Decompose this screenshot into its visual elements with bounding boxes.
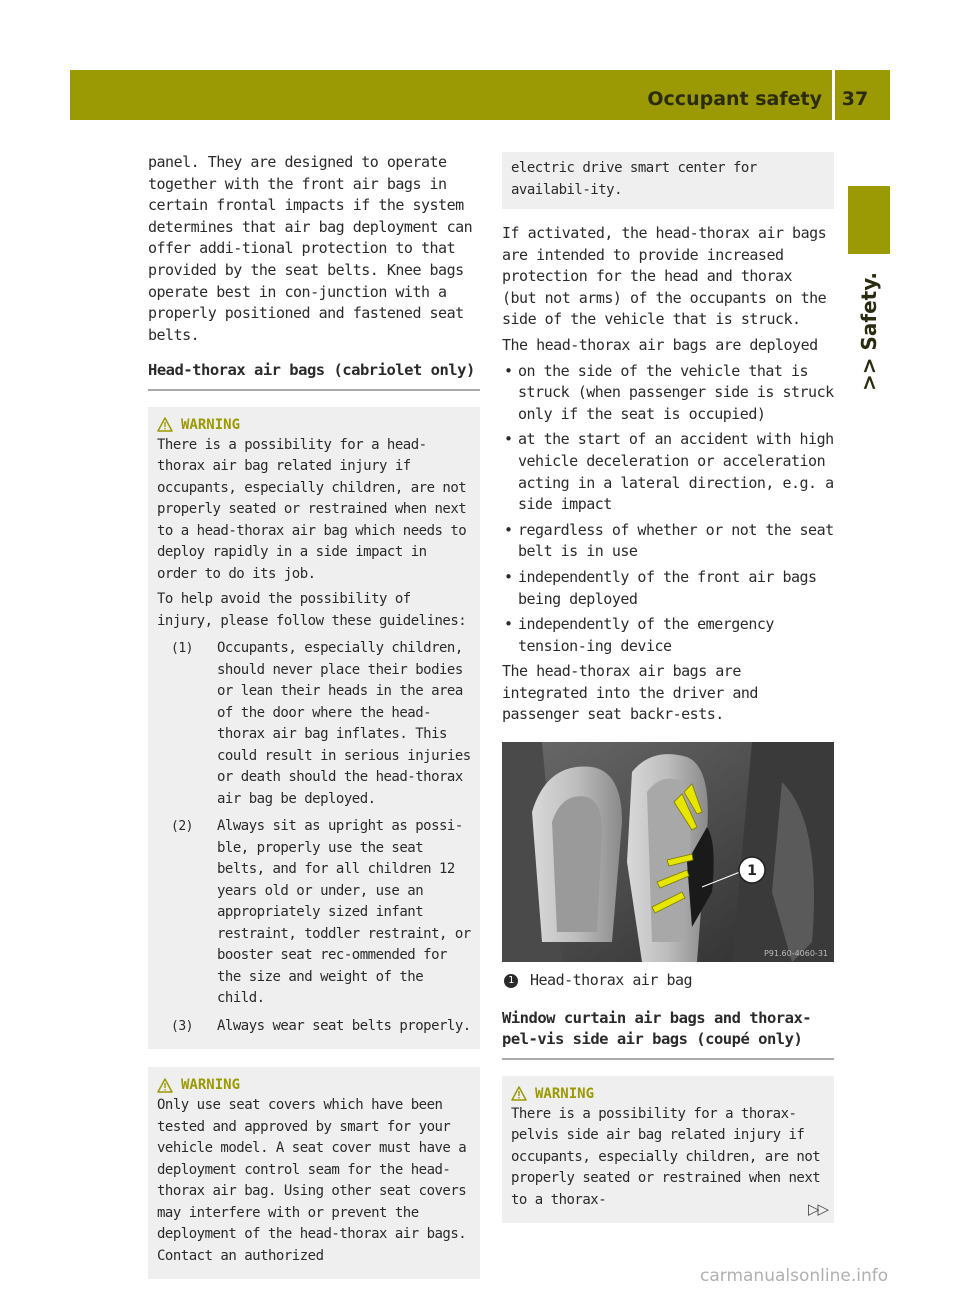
list-item: • independently of the emergency tension-ing device (502, 614, 834, 657)
section-heading-window-curtain: Window curtain air bags and thorax-pel-vis side air bags (coupé only) (502, 1008, 834, 1060)
warning-box-3 (502, 1076, 834, 1224)
warning-title: WARNING (181, 1077, 241, 1094)
left-column (148, 152, 480, 1279)
item-text: Always sit as upright as possi-ble, properly use the seat belts, and for all children 12 years old or under, use an appropriately sized infant restraint, toddler restraint, or booster seat rec-ommended for the size and weight of the child. (217, 818, 471, 1007)
warning-box-continued (502, 152, 834, 209)
side-tab (848, 186, 890, 254)
image-caption (502, 970, 834, 992)
list-item: • on the side of the vehicle that is struck (when passenger side is struck only if the seat is occupied) (502, 361, 834, 426)
footer-watermark[interactable]: carmanualsonline.info (700, 1266, 889, 1286)
warning-title: WARNING (535, 1085, 595, 1102)
list-item: • independently of the front air bags being deployed (502, 567, 834, 610)
warning-box-2 (148, 1067, 480, 1279)
numbered-item (157, 638, 471, 810)
warning-text-continued: electric drive smart center for availabil-ity. (511, 160, 757, 198)
right-column (502, 152, 834, 1223)
side-tab-label: >> Safety. (857, 272, 881, 392)
warning-triangle-icon (511, 1086, 527, 1101)
warning-box-1 (148, 407, 480, 1050)
item-number: (3) (171, 1018, 193, 1034)
warning-header (157, 1077, 471, 1093)
warning-triangle-icon (157, 417, 173, 432)
caption-text: Head-thorax air bag (530, 971, 693, 990)
warning-text: There is a possibility for a head-thorax air bag related injury if occupants, especially children, are not properly seated or restrained when next to a head-thorax air bag which needs to deploy rapidly in a side impact in order to do its job. (157, 436, 467, 582)
warning-text-guidelines: To help avoid the possibility of injury, please follow these guidelines: (157, 591, 467, 629)
warning-text: There is a possibility for a thorax-pelvis side air bag related injury if occupants, especially children, are not properly seated or restrained when next to a thorax- (511, 1105, 821, 1208)
deployment-conditions-list (502, 361, 834, 658)
warning-title: WARNING (181, 416, 241, 433)
caption-number-badge: 1 (504, 974, 518, 988)
page-number: 37 (841, 88, 869, 110)
numbered-item (157, 1016, 471, 1038)
list-item: • regardless of whether or not the seat belt is in use (502, 520, 834, 563)
item-text: Occupants, especially children, should never place their bodies or lean their heads in the area of the door where the head-thorax air bag inflates. This could result in serious injuries or death should the head-thorax air bag be deployed. (217, 640, 471, 807)
section-heading-head-thorax: Head-thorax air bags (cabriolet only) (148, 360, 480, 391)
warning-header (511, 1086, 825, 1102)
list-item: • at the start of an accident with high vehicle deceleration or acceleration acting in a lateral direction, e.g. a side impact (502, 429, 834, 515)
photo-callout-number: 1 (747, 863, 757, 880)
warning-triangle-icon (157, 1078, 173, 1093)
intro-paragraph: panel. They are designed to operate together with the front air bags in certain frontal impacts if the system determines that air bag deployment can offer addi-tional protection to that provided by the seat belts. Knee bags operate best in con-junction with a properly positioned and fastened seat belts. (148, 153, 473, 344)
numbered-item (157, 816, 471, 1010)
paragraph: If activated, the head-thorax air bags are intended to provide increased protection for the head and thorax (but not arms) of the occupants on the side of the vehicle that is struck. (502, 224, 827, 329)
warning-header (157, 417, 471, 433)
paragraph: The head-thorax air bags are integrated into the driver and passenger seat backr-ests. (502, 662, 758, 724)
item-number: (2) (171, 819, 193, 835)
item-number: (1) (171, 641, 193, 657)
warning-text: Only use seat covers which have been tested and approved by smart for your vehicle model. A seat cover must have a deployment control seam for the head-thorax air bag. Using other seat covers may interfere with or prevent the deployment of the head-thorax air bags. Contact an authorized (157, 1097, 467, 1264)
page-title: Occupant safety (647, 88, 822, 110)
item-text: Always wear seat belts properly. (217, 1017, 471, 1034)
seat-airbag-photo (502, 742, 834, 962)
continue-arrows-icon: ▷▷ (808, 1200, 828, 1218)
image-code: P91.60-4060-31 (763, 949, 828, 959)
paragraph: The head-thorax air bags are deployed (502, 335, 818, 354)
